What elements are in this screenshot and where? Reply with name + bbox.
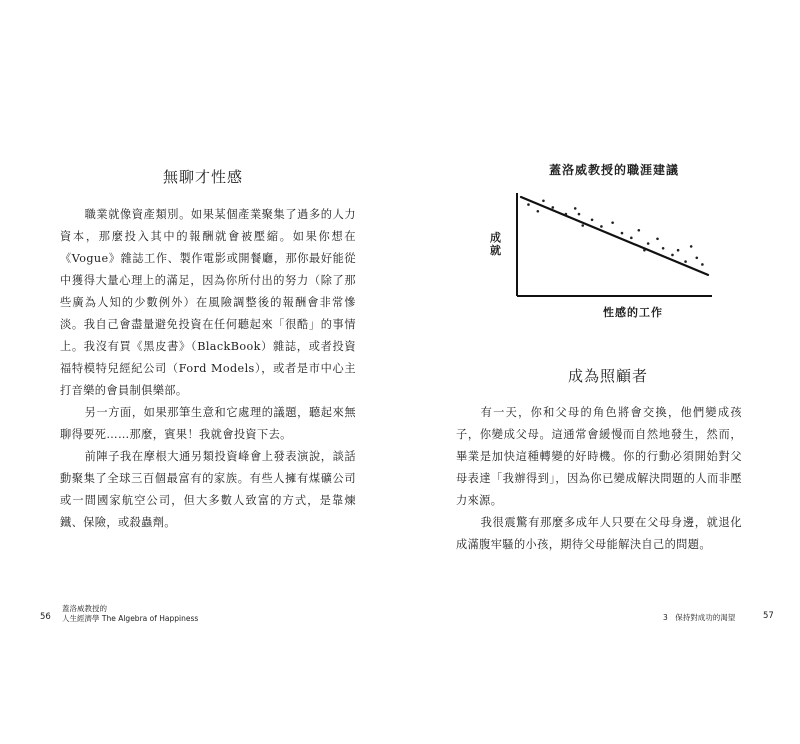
scatter-point [611,221,614,224]
right-page-body [456,402,742,556]
chart-title: 蓋洛威教授的職涯建議 [548,163,679,177]
scatter-point [600,225,603,228]
scatter-point [647,242,650,245]
scatter-point [643,249,646,252]
page-number: 57 [763,611,774,621]
scatter-point [690,245,693,248]
scatter-point [574,207,577,210]
left-page-body [60,204,356,534]
paragraph: 有一天，你和父母的角色將會交換，他們變成孩子，你變成父母。這通常會緩慢而自然地發生，然而，畢業是加快這種轉變的好時機。你的行動必須開始對父母表達「我辦得到」，因為你已變成解決問題的人而非壓力來源。 [456,406,742,507]
scatter-point [621,232,624,235]
scatter-point [527,203,530,206]
running-head-line2: 人生經濟學 The Algebra of Happiness [62,614,199,623]
running-head-line1: 蓋洛威教授的 [62,604,107,613]
scatter-point [578,213,581,216]
scatter-point [551,206,554,209]
scatter-point [638,229,641,232]
chart-x-axis-label: 性感的工作 [603,306,663,319]
scatter-point [591,219,594,222]
scatter-point [662,247,665,250]
right-page-heading: 成為照顧者 [568,367,649,385]
scatter-point [671,254,674,257]
scatter-point [565,213,568,216]
paragraph: 前陣子我在摩根大通另類投資峰會上發表演說，談話動聚集了全球三百個最富有的家族。有些人擁有煤礦公司或一間國家航空公司，但大多數人致富的方式，是靠煉鐵、保險，或殺蟲劑。 [60,450,356,529]
right-page [400,0,800,744]
scatter-point [701,263,704,266]
scatter-point [695,257,698,260]
scatter-point [537,210,540,213]
page-number: 56 [40,612,51,622]
trend-line [521,197,708,275]
scatter-point [656,238,659,241]
chart-y-axis-label: 成就 [490,231,501,257]
chapter-running-head: 3 保持對成功的渴望 [663,613,736,622]
scatter-point [684,260,687,263]
scatter-point [677,249,680,252]
scatter-point [581,224,584,227]
left-page-heading: 無聊才性感 [163,168,244,186]
paragraph: 職業就像資產類別。如果某個產業聚集了過多的人力資本，那麼投入其中的報酬就會被壓縮。如果你想在《Vogue》雜誌工作、製作電影或開餐廳，那你最好能從中獲得大量心理上的滿足，因為你所付出的努力（除了那些廣為人知的少數例外）在風險調整後的報酬會非常慘淡。我自己會盡量避免投資在任何聽起來「很酷」的事情上。我沒有買《黑皮書》（BlackBook）雜誌，或者投資福特模特兒經紀公司（Ford Models），或者是市中心主打音樂的會員制俱樂部。 [60,208,356,397]
career-advice-chart [490,155,730,330]
scatter-point [542,200,545,203]
paragraph: 我很震驚有那麼多成年人只要在父母身邊，就退化成滿腹牢騷的小孩，期待父母能解決自己的問題。 [456,516,742,551]
scatter-point [630,237,633,240]
paragraph: 另一方面，如果那筆生意和它處理的議題，聽起來無聊得要死……那麼，賓果！我就會投資下去。 [60,406,356,441]
